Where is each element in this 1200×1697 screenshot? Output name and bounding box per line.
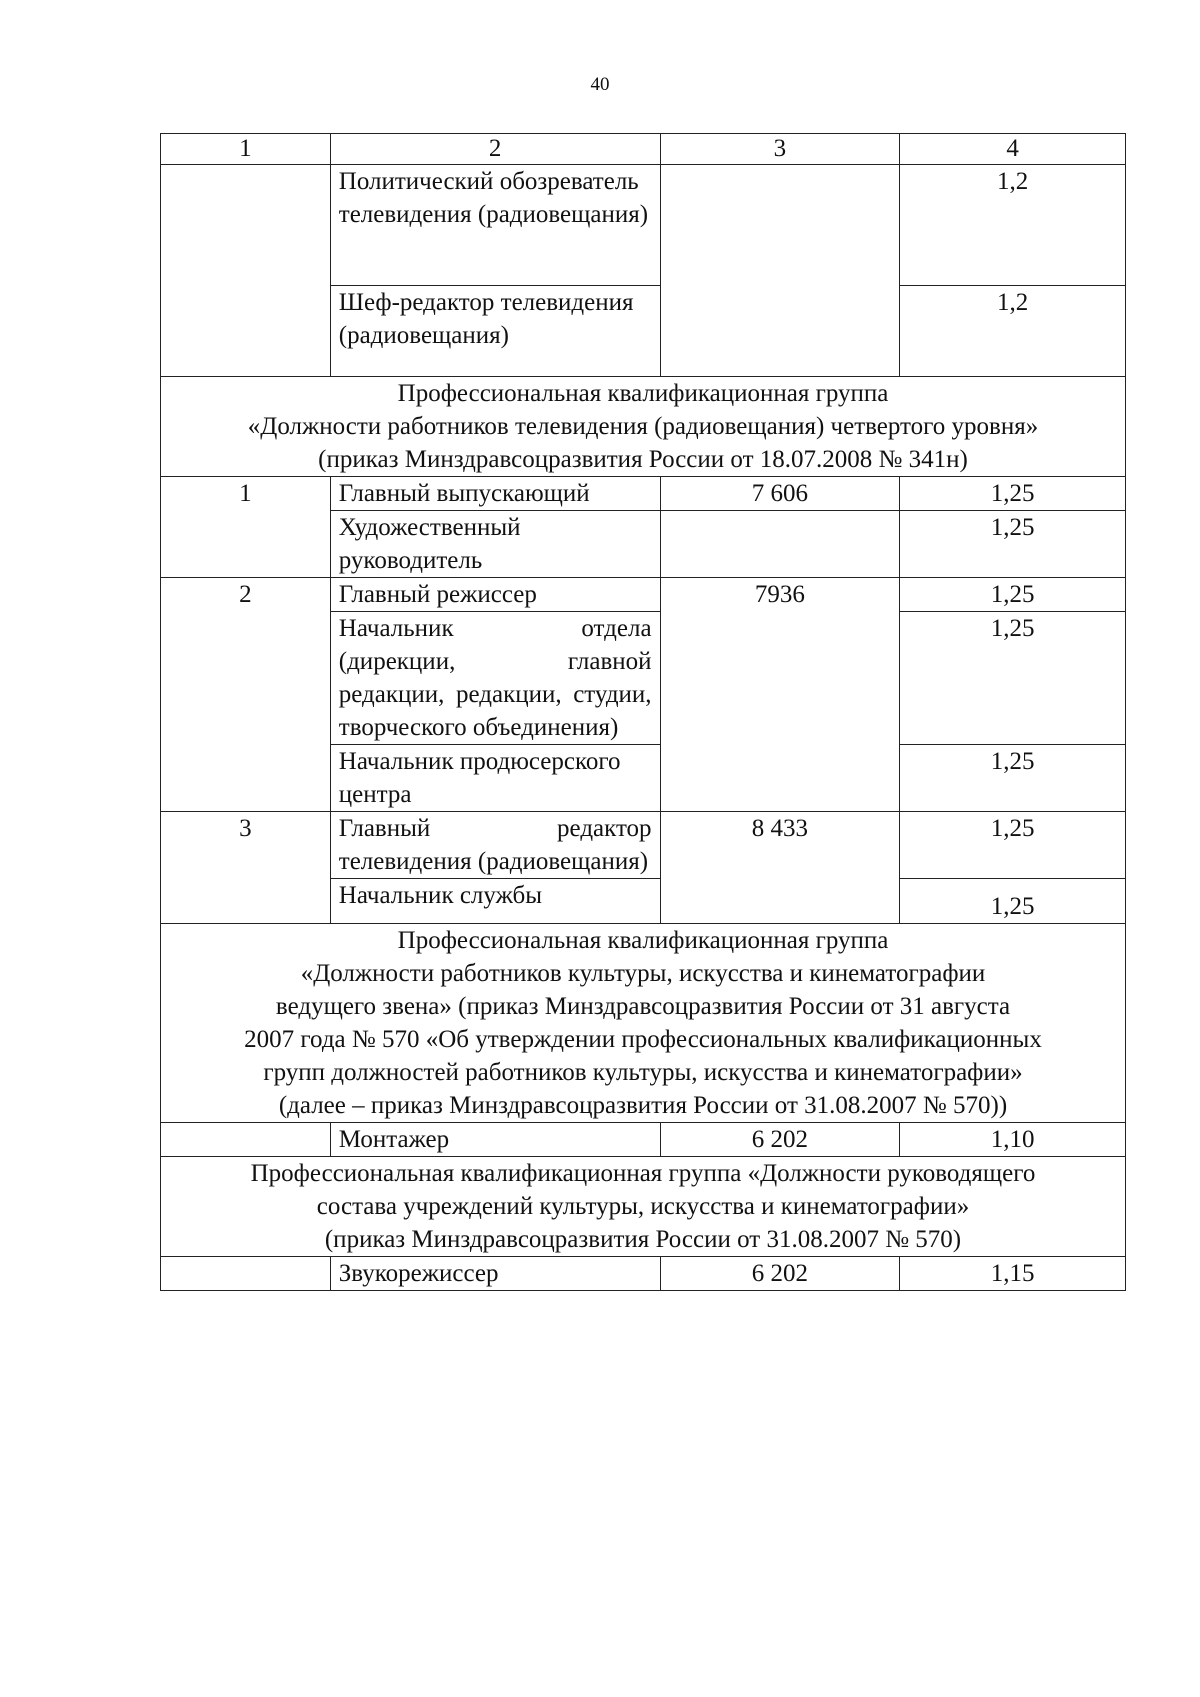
group-header-row [161, 377, 1126, 477]
salary-value: 7936 [660, 578, 900, 812]
position-title: Шеф-редактор телевидения (радиовещания) [330, 286, 660, 377]
group-heading-line: Профессиональная квалификационная группа [397, 380, 889, 407]
qualification-level: 1 [161, 477, 331, 578]
salary-value: 7 606 [660, 477, 900, 511]
group-heading-line: «Должности работников культуры, искусства и кинематографии [300, 960, 986, 987]
group-heading-line: 2007 года № 570 «Об утверждении профессиональных квалификационных [244, 1026, 1042, 1053]
table-row [161, 1257, 1126, 1291]
table-row [161, 578, 1126, 612]
coefficient-value: 1,25 [900, 477, 1126, 511]
position-title: Художественный руководитель [330, 511, 660, 578]
group-heading-line: (приказ Минздравсоцразвития России от 31.08.2007 № 570) [324, 1226, 962, 1253]
group-heading-line: Профессиональная квалификационная группа [397, 927, 889, 954]
salary-cell [660, 511, 900, 578]
level-cell [161, 165, 331, 377]
position-title: Политический обозреватель телевидения (радиовещания) [330, 165, 660, 286]
salary-value: 6 202 [660, 1257, 900, 1291]
position-title: Начальник продюсерского центра [330, 745, 660, 812]
salary-coefficients-table [160, 133, 1126, 1291]
salary-cell [660, 165, 900, 377]
column-number-1: 1 [161, 134, 331, 165]
coefficient-value: 1,25 [900, 612, 1126, 745]
table-row [161, 812, 1126, 879]
coefficient-value: 1,25 [900, 745, 1126, 812]
group-heading-line: групп должностей работников культуры, искусства и кинематографии» [263, 1059, 1023, 1086]
coefficient-value: 1,25 [900, 578, 1126, 612]
group-heading-line: Профессиональная квалификационная группа «Должности руководящего [250, 1160, 1036, 1187]
qualification-level [161, 1257, 331, 1291]
coefficient-value: 1,15 [900, 1257, 1126, 1291]
group-heading-tv-level4 [161, 377, 1126, 477]
position-title: Главный выпускающий [330, 477, 660, 511]
salary-value: 8 433 [660, 812, 900, 924]
table-row [161, 477, 1126, 511]
page-number: 40 [590, 74, 610, 95]
position-title: Главный редактор телевидения (радиовещания) [330, 812, 660, 879]
column-number-2: 2 [330, 134, 660, 165]
group-heading-culture-management [161, 1157, 1126, 1257]
group-header-row [161, 1157, 1126, 1257]
group-header-row [161, 924, 1126, 1123]
coefficient-value: 1,25 [900, 511, 1126, 578]
position-title: Начальник службы [330, 879, 660, 924]
qualification-level: 2 [161, 578, 331, 812]
position-title: Главный режиссер [330, 578, 660, 612]
column-number-4: 4 [900, 134, 1126, 165]
coefficient-value: 1,25 [900, 812, 1126, 879]
table-row [161, 1123, 1126, 1157]
position-title: Звукорежиссер [330, 1257, 660, 1291]
group-heading-line: (далее – приказ Минздравсоцразвития России от 31.08.2007 № 570)) [278, 1092, 1008, 1119]
table-row [161, 165, 1126, 286]
column-number-header-row [161, 134, 1126, 165]
group-heading-line: состава учреждений культуры, искусства и кинематографии» [316, 1193, 970, 1220]
salary-value: 6 202 [660, 1123, 900, 1157]
position-title: Начальник отдела (дирекции, главной редакции, редакции, студии, творческого объединения) [330, 612, 660, 745]
group-heading-culture-leading [161, 924, 1126, 1123]
qualification-level [161, 1123, 331, 1157]
group-heading-line: (приказ Минздравсоцразвития России от 18.07.2008 № 341н) [318, 446, 968, 473]
coefficient-value: 1,2 [900, 286, 1126, 377]
position-title: Монтажер [330, 1123, 660, 1157]
coefficient-value: 1,2 [900, 165, 1126, 286]
group-heading-line: ведущего звена» (приказ Минздравсоцразвития России от 31 августа [275, 993, 1011, 1020]
column-number-3: 3 [660, 134, 900, 165]
coefficient-value: 1,25 [900, 879, 1126, 924]
group-heading-line: «Должности работников телевидения (радиовещания) четвертого уровня» [247, 413, 1039, 440]
qualification-level: 3 [161, 812, 331, 924]
coefficient-value: 1,10 [900, 1123, 1126, 1157]
